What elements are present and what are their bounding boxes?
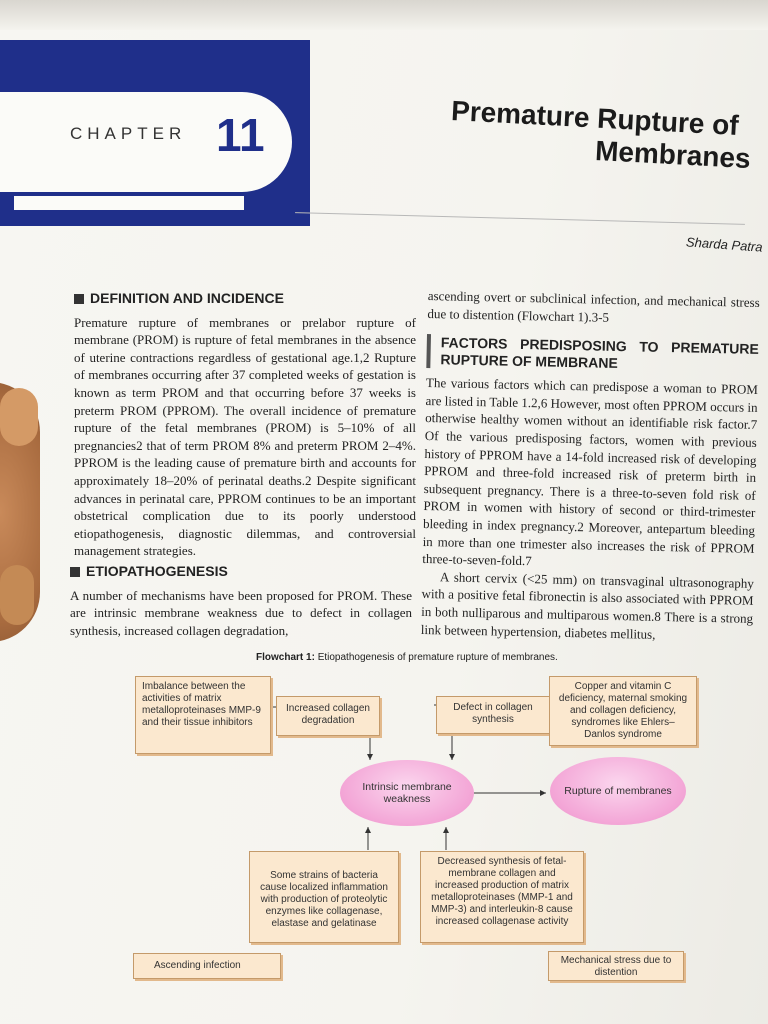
flow-box-decreased-synthesis: Decreased synthesis of fetal-membrane collagen and increased production of matrix metalloproteinases (MMP-1 and MMP-3) and interleukin-8 cause increased collagenase activity xyxy=(420,851,584,943)
fingernail-top xyxy=(0,388,38,446)
etiopathogenesis-paragraph: A number of mechanisms have been proposed for PROM. These are intrinsic membrane weakness due to defect in collagen synthesis, increased collagen degradation, xyxy=(70,587,412,638)
factors-heading-text: FACTORS PREDISPOSING TO PREMATURE RUPTURE OF MEMBRANE xyxy=(440,334,759,372)
flow-box-defect-synthesis: Defect in collagen synthesis xyxy=(436,696,550,734)
chapter-number: 11 xyxy=(216,109,265,161)
factors-heading xyxy=(426,334,759,375)
definition-heading-text: DEFINITION AND INCIDENCE xyxy=(90,290,284,306)
definition-section xyxy=(74,290,416,560)
chapter-banner-strip xyxy=(14,196,244,210)
right-column xyxy=(421,287,760,645)
flowchart-caption-label: Flowchart 1: xyxy=(256,652,315,663)
fingernail-bottom xyxy=(0,565,34,625)
right-intro-paragraph: ascending overt or subclinical infection, and mechanical stress due to distention (Flowchart 1).3-5 xyxy=(427,287,760,325)
etiopathogenesis-heading-text: ETIOPATHOGENESIS xyxy=(86,563,228,579)
etiopathogenesis-section xyxy=(70,563,412,639)
author-name: Sharda Patra xyxy=(685,234,764,255)
factors-paragraph-1: The various factors which can predispose a woman to PROM are listed in Table 1.2,6 However, most often PPROM occurs in otherwise healthy women without an identifiable risk factor.7 Of the various predisposing factors, women with previous history of PPROM have a 14-fold increased risk of developing PPROM and three-fold increased risk of preterm birth in subsequent pregnancy. There is a three-to-seven fold risk of PROM in women with history of second or third-trimester bleeding in index pregnancy.2 Moreover, antepartum bleeding in more than one trimester also increases the risk of PPROM three-to-seven-fold.7 xyxy=(422,375,759,569)
definition-heading xyxy=(74,290,416,308)
flow-box-mechanical: Mechanical stress due to distention xyxy=(548,951,684,981)
flow-ellipse-rupture: Rupture of membranes xyxy=(550,757,686,825)
flow-box-bacteria: Some strains of bacteria cause localized inflammation with production of proteolytic enzymes like collagenase, elastase and gelatinase xyxy=(249,851,399,943)
page-top-shadow xyxy=(0,0,768,30)
title-divider xyxy=(295,212,745,225)
flowchart-caption xyxy=(256,652,558,663)
etiopathogenesis-heading xyxy=(70,563,412,581)
flow-box-collagen-degradation: Increased collagen degradation xyxy=(276,696,380,736)
flowchart-caption-text: Etiopathogenesis of premature rupture of membranes. xyxy=(317,652,558,663)
chapter-label: CHAPTER xyxy=(70,124,187,143)
heading-square-icon xyxy=(74,294,84,304)
factors-paragraph-2: A short cervix (<25 mm) on transvaginal ultrasonography with a positive fetal fibronectin is also associated with PPROM in both nulliparous and multiparous women.8 There is a strong link between hypertension, diabetes mellitus, xyxy=(420,569,755,642)
heading-square-icon xyxy=(70,567,80,577)
chapter-title-line2: Membranes xyxy=(594,135,752,175)
definition-paragraph: Premature rupture of membranes or prelabor rupture of membrane (PROM) is rupture of fetal membranes in the absence of uterine contractions regardless of gestational age.1,2 Rupture of membranes occurring after 37 completed weeks of gestation is known as term PROM and that occurring before 37 weeks is preterm PROM (PPROM). The overall incidence of premature rupture of the fetal membranes (PROM) is 5–10% of all pregnancies2 that of term PROM 8% and preterm PROM 2–4%. PPROM is the leading cause of premature birth and accounts for approximately 18–20% of perinatal deaths.2 Despite significant advances in perinatal care, PPROM continues to be an important obstetrical complication due to its poorly understood etiopathogenesis, diagnostic dilemmas, and controversial management strategies. xyxy=(74,314,416,559)
flow-box-imbalance: Imbalance between the activities of matrix metalloproteinases MMP-9 and their tissue inhibitors xyxy=(135,676,271,754)
flow-box-copper: Copper and vitamin C deficiency, maternal smoking and collagen deficiency, syndromes like Ehlers–Danlos syndrome xyxy=(549,676,697,746)
flow-ellipse-weakness: Intrinsic membrane weakness xyxy=(340,760,474,826)
heading-bar-icon xyxy=(426,334,431,368)
flow-box-ascending: Ascending infection xyxy=(133,953,281,979)
chapter-title-line1: Premature Rupture of xyxy=(450,95,740,142)
